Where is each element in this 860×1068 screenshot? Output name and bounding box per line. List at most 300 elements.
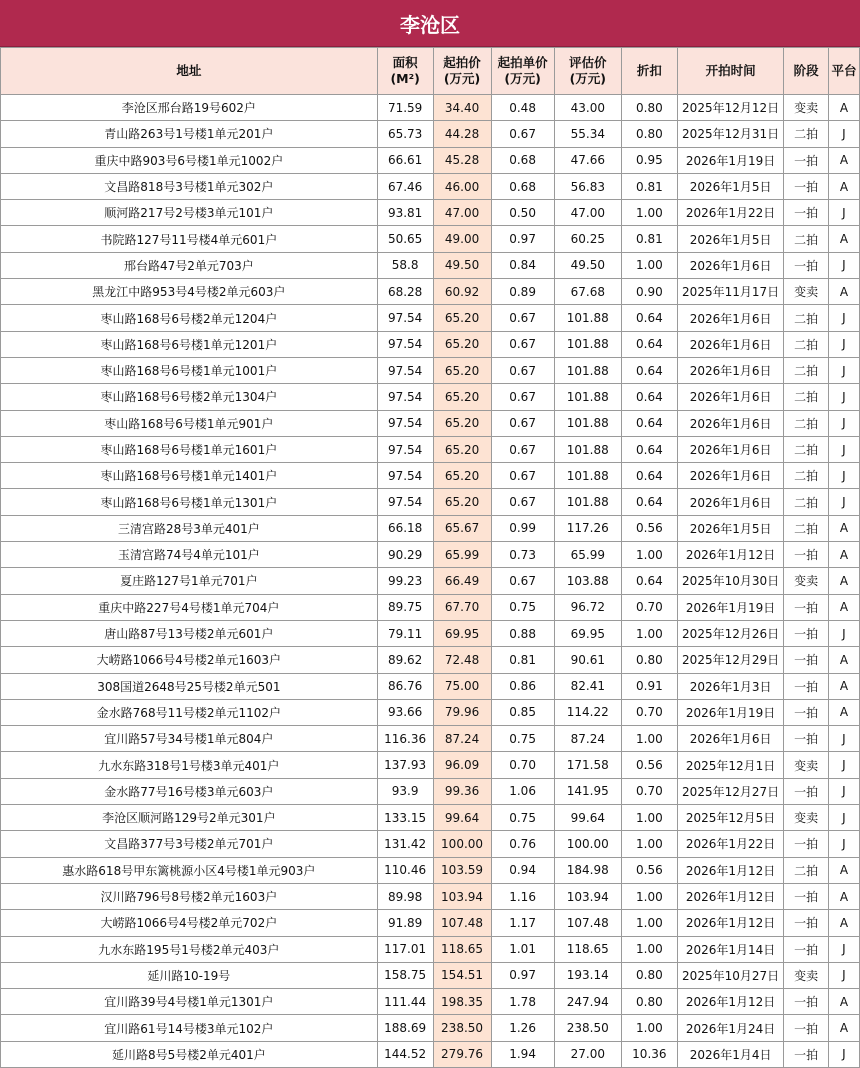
cell-area: 97.54 (377, 305, 433, 331)
cell-platform: A (828, 147, 859, 173)
table-row (1, 831, 860, 857)
cell-start-price: 103.59 (433, 857, 491, 883)
cell-stage: 变卖 (784, 568, 829, 594)
cell-unit-price: 0.67 (491, 463, 554, 489)
table-row (1, 436, 860, 462)
cell-address: 308国道2648号25号楼2单元501 (1, 673, 378, 699)
cell-stage: 二拍 (784, 436, 829, 462)
cell-unit-price: 0.67 (491, 436, 554, 462)
cell-stage: 二拍 (784, 857, 829, 883)
cell-eval-price: 101.88 (554, 410, 621, 436)
table-row (1, 1041, 860, 1067)
cell-unit-price: 0.67 (491, 305, 554, 331)
cell-unit-price: 0.68 (491, 173, 554, 199)
cell-start-time: 2026年1月5日 (677, 226, 784, 252)
cell-eval-price: 101.88 (554, 357, 621, 383)
cell-discount: 1.00 (621, 252, 677, 278)
cell-address: 重庆中路903号6号楼1单元1002户 (1, 147, 378, 173)
cell-eval-price: 118.65 (554, 936, 621, 962)
cell-eval-price: 184.98 (554, 857, 621, 883)
cell-eval-price: 101.88 (554, 331, 621, 357)
cell-stage: 二拍 (784, 410, 829, 436)
cell-eval-price: 65.99 (554, 542, 621, 568)
cell-unit-price: 0.76 (491, 831, 554, 857)
cell-area: 68.28 (377, 279, 433, 305)
cell-area: 79.11 (377, 620, 433, 646)
table-row (1, 568, 860, 594)
cell-address: 汉川路796号8号楼2单元1603户 (1, 883, 378, 909)
cell-eval-price: 87.24 (554, 726, 621, 752)
cell-platform: J (828, 962, 859, 988)
cell-platform: A (828, 699, 859, 725)
cell-start-time: 2026年1月6日 (677, 726, 784, 752)
cell-unit-price: 0.67 (491, 568, 554, 594)
cell-start-time: 2025年12月31日 (677, 121, 784, 147)
cell-stage: 二拍 (784, 226, 829, 252)
page-title: 李沧区 (0, 0, 860, 47)
cell-start-price: 238.50 (433, 1015, 491, 1041)
cell-start-price: 65.20 (433, 331, 491, 357)
cell-discount: 0.56 (621, 752, 677, 778)
cell-eval-price: 82.41 (554, 673, 621, 699)
header-address: 地址 (1, 48, 378, 95)
cell-area: 144.52 (377, 1041, 433, 1067)
cell-discount: 0.56 (621, 857, 677, 883)
table-row (1, 173, 860, 199)
cell-eval-price: 49.50 (554, 252, 621, 278)
cell-start-price: 103.94 (433, 883, 491, 909)
cell-start-price: 99.36 (433, 778, 491, 804)
cell-start-time: 2026年1月4日 (677, 1041, 784, 1067)
cell-platform: A (828, 515, 859, 541)
cell-area: 97.54 (377, 463, 433, 489)
cell-area: 97.54 (377, 331, 433, 357)
cell-unit-price: 0.73 (491, 542, 554, 568)
cell-eval-price: 171.58 (554, 752, 621, 778)
cell-start-time: 2025年12月26日 (677, 620, 784, 646)
cell-area: 97.54 (377, 357, 433, 383)
cell-eval-price: 55.34 (554, 121, 621, 147)
cell-address: 李沧区顺河路129号2单元301户 (1, 805, 378, 831)
cell-platform: J (828, 410, 859, 436)
table-row (1, 226, 860, 252)
cell-unit-price: 0.84 (491, 252, 554, 278)
header-area-line1: 面积 (392, 55, 418, 70)
cell-discount: 0.91 (621, 673, 677, 699)
cell-start-price: 279.76 (433, 1041, 491, 1067)
table-row (1, 752, 860, 778)
cell-start-time: 2026年1月6日 (677, 410, 784, 436)
header-area (377, 48, 433, 95)
cell-area: 93.66 (377, 699, 433, 725)
cell-unit-price: 0.67 (491, 489, 554, 515)
cell-stage: 一拍 (784, 542, 829, 568)
cell-stage: 一拍 (784, 594, 829, 620)
cell-area: 67.46 (377, 173, 433, 199)
cell-unit-price: 1.17 (491, 910, 554, 936)
header-discount: 折扣 (621, 48, 677, 95)
cell-platform: A (828, 173, 859, 199)
cell-start-price: 45.28 (433, 147, 491, 173)
cell-area: 97.54 (377, 410, 433, 436)
cell-address: 文昌路377号3号楼2单元701户 (1, 831, 378, 857)
table-row (1, 147, 860, 173)
cell-stage: 一拍 (784, 910, 829, 936)
cell-address: 宜川路39号4号楼1单元1301户 (1, 989, 378, 1015)
table-body (1, 95, 860, 1068)
cell-start-price: 34.40 (433, 95, 491, 121)
cell-address: 延川路8号5号楼2单元401户 (1, 1041, 378, 1067)
cell-start-time: 2026年1月6日 (677, 463, 784, 489)
cell-unit-price: 1.94 (491, 1041, 554, 1067)
cell-unit-price: 0.50 (491, 200, 554, 226)
cell-discount: 10.36 (621, 1041, 677, 1067)
cell-start-price: 100.00 (433, 831, 491, 857)
cell-platform: J (828, 305, 859, 331)
cell-area: 50.65 (377, 226, 433, 252)
cell-platform: A (828, 1015, 859, 1041)
cell-platform: J (828, 121, 859, 147)
cell-start-price: 65.20 (433, 357, 491, 383)
cell-eval-price: 238.50 (554, 1015, 621, 1041)
cell-start-price: 46.00 (433, 173, 491, 199)
cell-area: 91.89 (377, 910, 433, 936)
cell-area: 97.54 (377, 384, 433, 410)
cell-unit-price: 0.85 (491, 699, 554, 725)
cell-discount: 0.81 (621, 173, 677, 199)
cell-stage: 变卖 (784, 279, 829, 305)
cell-start-price: 87.24 (433, 726, 491, 752)
cell-discount: 1.00 (621, 831, 677, 857)
table-row (1, 962, 860, 988)
cell-unit-price: 0.75 (491, 726, 554, 752)
cell-eval-price: 27.00 (554, 1041, 621, 1067)
cell-start-time: 2026年1月12日 (677, 542, 784, 568)
cell-area: 86.76 (377, 673, 433, 699)
cell-platform: J (828, 936, 859, 962)
cell-area: 97.54 (377, 489, 433, 515)
table-row (1, 910, 860, 936)
cell-platform: J (828, 778, 859, 804)
cell-stage: 一拍 (784, 147, 829, 173)
cell-area: 137.93 (377, 752, 433, 778)
cell-stage: 二拍 (784, 121, 829, 147)
cell-platform: J (828, 489, 859, 515)
cell-start-price: 65.20 (433, 305, 491, 331)
table-row (1, 805, 860, 831)
cell-area: 66.18 (377, 515, 433, 541)
cell-start-price: 118.65 (433, 936, 491, 962)
cell-discount: 0.64 (621, 305, 677, 331)
cell-address: 金水路77号16号楼3单元603户 (1, 778, 378, 804)
header-eval-price (554, 48, 621, 95)
cell-start-price: 66.49 (433, 568, 491, 594)
cell-discount: 1.00 (621, 200, 677, 226)
cell-address: 宜川路61号14号楼3单元102户 (1, 1015, 378, 1041)
cell-address: 枣山路168号6号楼1单元1301户 (1, 489, 378, 515)
cell-stage: 一拍 (784, 883, 829, 909)
table-row (1, 252, 860, 278)
cell-stage: 一拍 (784, 252, 829, 278)
cell-area: 90.29 (377, 542, 433, 568)
cell-stage: 一拍 (784, 200, 829, 226)
cell-eval-price: 103.94 (554, 883, 621, 909)
table-row (1, 489, 860, 515)
cell-platform: A (828, 647, 859, 673)
cell-stage: 一拍 (784, 778, 829, 804)
cell-stage: 二拍 (784, 357, 829, 383)
cell-eval-price: 43.00 (554, 95, 621, 121)
cell-area: 89.62 (377, 647, 433, 673)
table-row (1, 542, 860, 568)
cell-stage: 一拍 (784, 831, 829, 857)
cell-discount: 1.00 (621, 936, 677, 962)
cell-unit-price: 1.06 (491, 778, 554, 804)
cell-discount: 0.64 (621, 436, 677, 462)
table-row (1, 883, 860, 909)
cell-eval-price: 69.95 (554, 620, 621, 646)
cell-eval-price: 103.88 (554, 568, 621, 594)
cell-start-time: 2025年10月30日 (677, 568, 784, 594)
cell-eval-price: 193.14 (554, 962, 621, 988)
cell-address: 九水东路318号1号楼3单元401户 (1, 752, 378, 778)
cell-address: 枣山路168号6号楼2单元1304户 (1, 384, 378, 410)
cell-start-price: 49.50 (433, 252, 491, 278)
cell-area: 131.42 (377, 831, 433, 857)
cell-stage: 一拍 (784, 647, 829, 673)
cell-start-time: 2025年10月27日 (677, 962, 784, 988)
cell-start-time: 2026年1月5日 (677, 173, 784, 199)
cell-start-price: 99.64 (433, 805, 491, 831)
cell-eval-price: 101.88 (554, 384, 621, 410)
cell-discount: 0.64 (621, 331, 677, 357)
cell-area: 116.36 (377, 726, 433, 752)
header-eval-price-line1: 评估价 (569, 55, 607, 70)
cell-start-time: 2026年1月19日 (677, 594, 784, 620)
cell-unit-price: 0.81 (491, 647, 554, 673)
cell-area: 93.9 (377, 778, 433, 804)
cell-start-time: 2026年1月6日 (677, 305, 784, 331)
cell-address: 唐山路87号13号楼2单元601户 (1, 620, 378, 646)
cell-start-time: 2026年1月12日 (677, 883, 784, 909)
cell-address: 延川路10-19号 (1, 962, 378, 988)
table-row (1, 95, 860, 121)
cell-start-time: 2025年11月17日 (677, 279, 784, 305)
cell-address: 邢台路47号2单元703户 (1, 252, 378, 278)
table-row (1, 331, 860, 357)
cell-area: 65.73 (377, 121, 433, 147)
cell-platform: J (828, 752, 859, 778)
cell-unit-price: 0.68 (491, 147, 554, 173)
cell-address: 大崂路1066号4号楼2单元702户 (1, 910, 378, 936)
cell-discount: 1.00 (621, 910, 677, 936)
cell-discount: 0.64 (621, 489, 677, 515)
cell-discount: 0.80 (621, 647, 677, 673)
cell-start-time: 2026年1月19日 (677, 699, 784, 725)
cell-address: 枣山路168号6号楼1单元1001户 (1, 357, 378, 383)
header-unit-price-line1: 起拍单价 (497, 55, 548, 70)
cell-start-time: 2026年1月22日 (677, 200, 784, 226)
cell-discount: 0.80 (621, 95, 677, 121)
cell-discount: 0.80 (621, 989, 677, 1015)
cell-start-time: 2026年1月3日 (677, 673, 784, 699)
cell-platform: J (828, 831, 859, 857)
header-area-line2: (M²) (390, 71, 420, 86)
cell-stage: 一拍 (784, 726, 829, 752)
cell-area: 110.46 (377, 857, 433, 883)
cell-discount: 0.81 (621, 226, 677, 252)
cell-stage: 变卖 (784, 752, 829, 778)
cell-start-time: 2026年1月6日 (677, 331, 784, 357)
cell-eval-price: 47.66 (554, 147, 621, 173)
cell-address: 顺河路217号2号楼3单元101户 (1, 200, 378, 226)
table-row (1, 515, 860, 541)
cell-eval-price: 247.94 (554, 989, 621, 1015)
cell-area: 71.59 (377, 95, 433, 121)
cell-stage: 二拍 (784, 331, 829, 357)
cell-platform: A (828, 594, 859, 620)
cell-area: 58.8 (377, 252, 433, 278)
cell-stage: 一拍 (784, 699, 829, 725)
cell-start-price: 154.51 (433, 962, 491, 988)
cell-stage: 二拍 (784, 515, 829, 541)
table-header-row (1, 48, 860, 95)
table-row (1, 726, 860, 752)
cell-unit-price: 0.70 (491, 752, 554, 778)
table-row (1, 357, 860, 383)
cell-address: 枣山路168号6号楼2单元1204户 (1, 305, 378, 331)
cell-area: 99.23 (377, 568, 433, 594)
cell-platform: J (828, 463, 859, 489)
cell-platform: J (828, 436, 859, 462)
cell-platform: A (828, 883, 859, 909)
cell-stage: 一拍 (784, 936, 829, 962)
cell-address: 重庆中路227号4号楼1单元704户 (1, 594, 378, 620)
cell-discount: 0.80 (621, 962, 677, 988)
cell-unit-price: 1.26 (491, 1015, 554, 1041)
cell-stage: 一拍 (784, 1015, 829, 1041)
cell-discount: 0.64 (621, 357, 677, 383)
cell-address: 黑龙江中路953号4号楼2单元603户 (1, 279, 378, 305)
cell-stage: 变卖 (784, 962, 829, 988)
cell-start-price: 69.95 (433, 620, 491, 646)
cell-discount: 0.64 (621, 568, 677, 594)
cell-area: 158.75 (377, 962, 433, 988)
cell-platform: A (828, 226, 859, 252)
table-row (1, 778, 860, 804)
cell-discount: 0.70 (621, 699, 677, 725)
cell-platform: A (828, 95, 859, 121)
cell-eval-price: 117.26 (554, 515, 621, 541)
cell-platform: J (828, 1041, 859, 1067)
cell-eval-price: 90.61 (554, 647, 621, 673)
cell-platform: J (828, 357, 859, 383)
cell-address: 青山路263号1号楼1单元201户 (1, 121, 378, 147)
cell-eval-price: 101.88 (554, 489, 621, 515)
cell-discount: 0.64 (621, 463, 677, 489)
table-row (1, 936, 860, 962)
cell-start-time: 2026年1月12日 (677, 857, 784, 883)
cell-unit-price: 0.94 (491, 857, 554, 883)
cell-start-time: 2025年12月12日 (677, 95, 784, 121)
cell-address: 九水东路195号1号楼2单元403户 (1, 936, 378, 962)
cell-eval-price: 114.22 (554, 699, 621, 725)
cell-stage: 二拍 (784, 305, 829, 331)
cell-discount: 0.64 (621, 384, 677, 410)
table-row (1, 1015, 860, 1041)
cell-stage: 一拍 (784, 1041, 829, 1067)
cell-start-time: 2025年12月1日 (677, 752, 784, 778)
cell-eval-price: 96.72 (554, 594, 621, 620)
cell-eval-price: 101.88 (554, 436, 621, 462)
cell-unit-price: 0.67 (491, 357, 554, 383)
cell-unit-price: 0.88 (491, 620, 554, 646)
cell-start-time: 2025年12月27日 (677, 778, 784, 804)
cell-start-time: 2025年12月5日 (677, 805, 784, 831)
header-eval-price-line2: (万元) (569, 71, 606, 86)
cell-stage: 一拍 (784, 989, 829, 1015)
cell-eval-price: 99.64 (554, 805, 621, 831)
cell-unit-price: 0.48 (491, 95, 554, 121)
cell-discount: 1.00 (621, 620, 677, 646)
cell-discount: 0.64 (621, 410, 677, 436)
cell-start-price: 65.20 (433, 436, 491, 462)
cell-platform: A (828, 279, 859, 305)
cell-eval-price: 60.25 (554, 226, 621, 252)
cell-start-time: 2026年1月5日 (677, 515, 784, 541)
cell-stage: 二拍 (784, 463, 829, 489)
cell-area: 133.15 (377, 805, 433, 831)
table-row (1, 989, 860, 1015)
table-row (1, 121, 860, 147)
cell-start-price: 65.20 (433, 463, 491, 489)
cell-discount: 1.00 (621, 726, 677, 752)
auction-table (0, 47, 860, 1068)
header-start-time: 开拍时间 (677, 48, 784, 95)
cell-area: 111.44 (377, 989, 433, 1015)
header-unit-price-line2: (万元) (504, 71, 541, 86)
cell-start-price: 49.00 (433, 226, 491, 252)
table-row (1, 384, 860, 410)
cell-platform: J (828, 384, 859, 410)
cell-unit-price: 0.97 (491, 962, 554, 988)
cell-eval-price: 107.48 (554, 910, 621, 936)
cell-start-price: 65.20 (433, 384, 491, 410)
cell-start-time: 2026年1月12日 (677, 910, 784, 936)
cell-eval-price: 56.83 (554, 173, 621, 199)
cell-eval-price: 141.95 (554, 778, 621, 804)
cell-unit-price: 0.67 (491, 331, 554, 357)
cell-stage: 变卖 (784, 95, 829, 121)
cell-eval-price: 47.00 (554, 200, 621, 226)
cell-unit-price: 0.86 (491, 673, 554, 699)
cell-platform: J (828, 805, 859, 831)
cell-unit-price: 0.67 (491, 410, 554, 436)
cell-start-price: 107.48 (433, 910, 491, 936)
cell-platform: A (828, 673, 859, 699)
cell-start-price: 65.20 (433, 489, 491, 515)
cell-address: 枣山路168号6号楼1单元1601户 (1, 436, 378, 462)
cell-platform: J (828, 200, 859, 226)
table-row (1, 699, 860, 725)
header-start-price (433, 48, 491, 95)
table-row (1, 200, 860, 226)
table-row (1, 647, 860, 673)
table-row (1, 410, 860, 436)
cell-unit-price: 0.89 (491, 279, 554, 305)
cell-start-price: 198.35 (433, 989, 491, 1015)
cell-address: 夏庄路127号1单元701户 (1, 568, 378, 594)
